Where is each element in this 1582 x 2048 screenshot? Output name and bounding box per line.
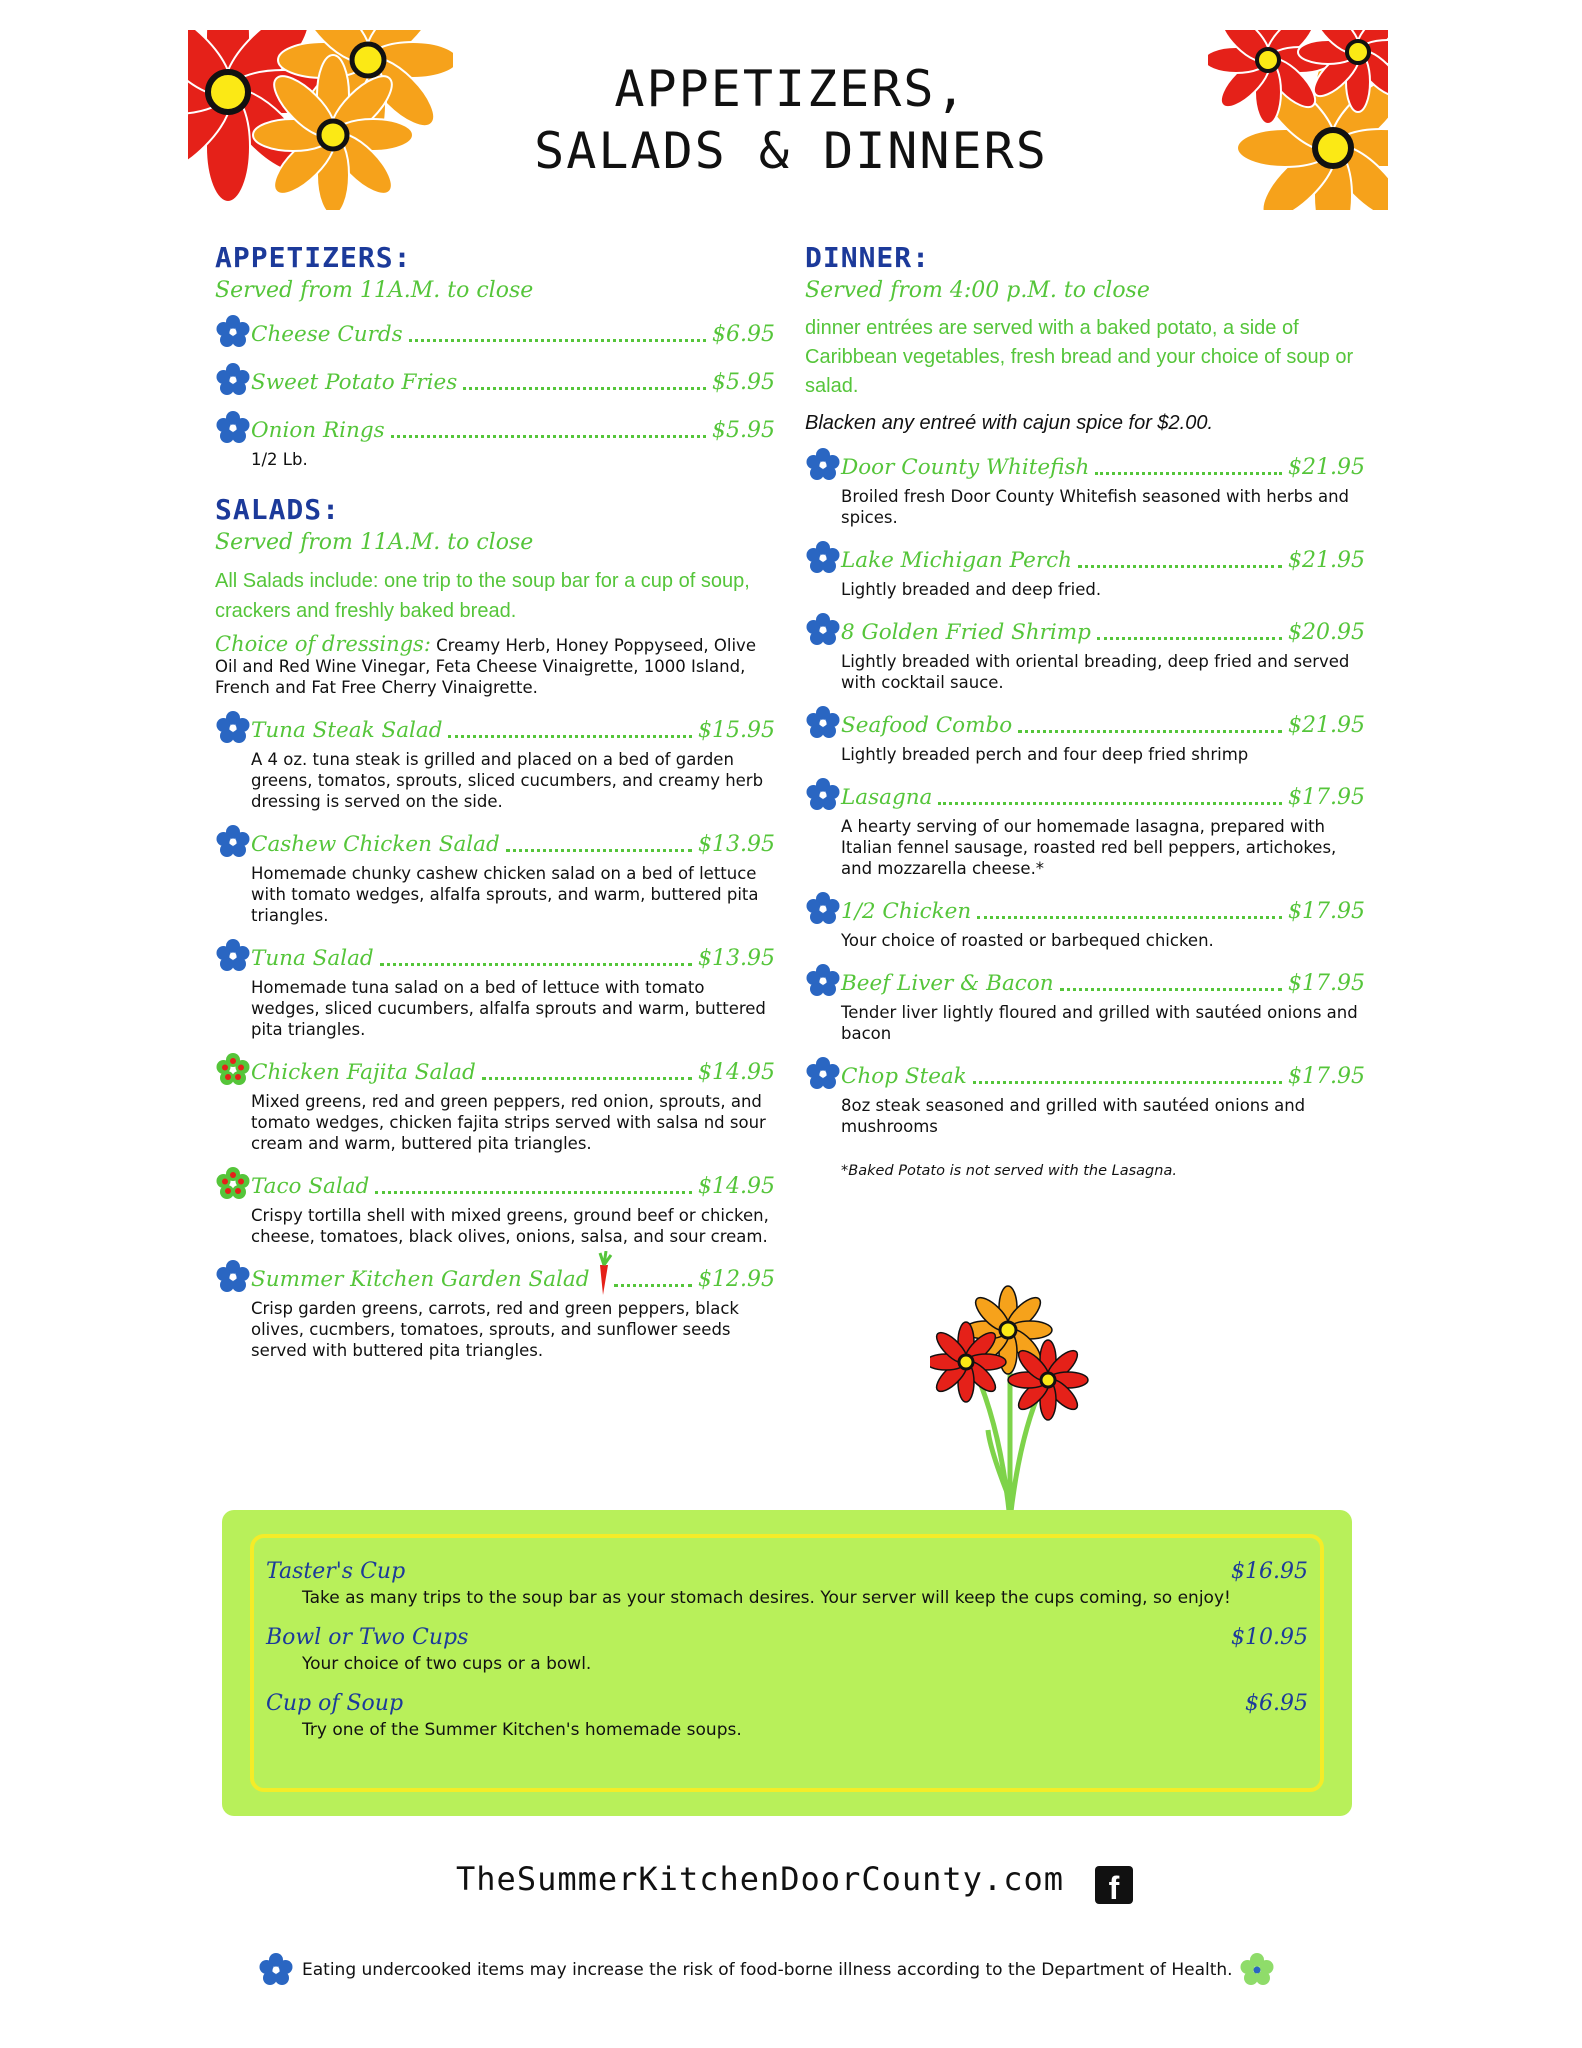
appetizers-heading: APPETIZERS: [215, 241, 412, 274]
item-price: $5.95 [712, 370, 775, 395]
menu-item [805, 447, 1365, 528]
blue-flower-icon [805, 963, 841, 999]
item-description: Broiled fresh Door County Whitefish seasoned with herbs and spices. [841, 487, 1350, 527]
item-price: $14.95 [698, 1060, 775, 1085]
menu-item [215, 938, 775, 1040]
item-price: $21.95 [1288, 548, 1365, 573]
blue-flower-icon [805, 447, 841, 483]
leader-dots [1097, 637, 1282, 640]
soup-name: Bowl or Two Cups [266, 1625, 469, 1650]
facebook-icon[interactable]: f [1095, 1866, 1133, 1904]
leader-dots [482, 1077, 692, 1080]
item-name: Chicken Fajita Salad [251, 1060, 476, 1085]
item-price: $13.95 [698, 832, 775, 857]
menu-item [215, 314, 775, 350]
leader-dots [938, 802, 1282, 805]
blue-flower-icon [258, 1952, 294, 1988]
blue-flower-icon [805, 705, 841, 741]
salads-heading: SALADS: [215, 493, 341, 526]
blue-flower-icon [805, 891, 841, 927]
item-description: Lightly breaded with oriental breading, deep fried and served with cocktail sauce. [841, 652, 1350, 692]
blue-flower-icon [215, 314, 251, 350]
soup-price: $16.95 [1231, 1559, 1308, 1584]
soup-description: Your choice of two cups or a bowl. [302, 1654, 592, 1674]
menu-item [805, 777, 1365, 879]
item-name: Onion Rings [251, 418, 385, 443]
item-price: $15.95 [698, 718, 775, 743]
dressings-list: Creamy Herb, Honey Poppyseed, Olive Oil and Red Wine Vinegar, Feta Cheese Vinaigrette, 1000 Island, French and Fat Free Cherry Vinaigrette. [215, 636, 756, 697]
item-name: 1/2 Chicken [841, 899, 972, 924]
dressings-label: Choice of dressings: [215, 632, 431, 656]
corner-flowers-left-icon [188, 30, 453, 210]
menu-item [805, 705, 1365, 765]
soup-item [266, 1690, 1308, 1742]
item-price: $14.95 [698, 1174, 775, 1199]
corner-flowers-right-icon [1208, 30, 1388, 210]
leader-dots [977, 916, 1282, 919]
item-price: $6.95 [712, 322, 775, 347]
dinner-heading: DINNER: [805, 241, 931, 274]
leader-dots [614, 1284, 693, 1287]
item-price: $21.95 [1288, 713, 1365, 738]
menu-item [805, 963, 1365, 1044]
item-name: Chop Steak [841, 1064, 967, 1089]
right-column [805, 240, 1365, 1179]
dressings-info [215, 634, 775, 698]
website-link[interactable]: TheSummerKitchenDoorCounty.com [456, 1860, 1064, 1898]
soup-price: $10.95 [1231, 1625, 1308, 1650]
soup-description: Take as many trips to the soup bar as your stomach desires. Your server will keep the cups coming, so enjoy! [302, 1588, 1231, 1608]
green-flower-icon [1239, 1952, 1275, 1988]
leader-dots [391, 435, 706, 438]
item-price: $17.95 [1288, 1064, 1365, 1089]
soup-name: Taster's Cup [266, 1559, 406, 1584]
appetizers-served: Served from 11A.M. to close [215, 278, 534, 303]
item-description: Lightly breaded perch and four deep fried shrimp [841, 745, 1249, 764]
bouquet-icon [930, 1280, 1090, 1520]
menu-item [215, 1166, 775, 1247]
item-description: Tender liver lightly floured and grilled with sautéed onions and bacon [841, 1003, 1358, 1043]
leader-dots [409, 339, 706, 342]
salads-note: All Salads include: one trip to the soup bar for a cup of soup, crackers and freshly baked bread. [215, 570, 750, 622]
dinner-note: dinner entrées are served with a baked potato, a side of Caribbean vegetables, fresh bread and your choice of soup or salad. [805, 317, 1354, 397]
item-description: Lightly breaded and deep fried. [841, 580, 1102, 599]
leader-dots [506, 849, 692, 852]
soup-name: Cup of Soup [266, 1691, 404, 1716]
item-name: Cashew Chicken Salad [251, 832, 500, 857]
soup-box-inner [250, 1534, 1324, 1792]
menu-item [805, 540, 1365, 600]
blue-flower-icon [215, 938, 251, 974]
item-name: Tuna Steak Salad [251, 718, 443, 743]
page-title-line1: APPETIZERS, [614, 60, 968, 118]
soup-description: Try one of the Summer Kitchen's homemade soups. [302, 1720, 742, 1740]
item-description: Crisp garden greens, carrots, red and green peppers, black olives, cucmbers, tomatoes, sprouts, and sunflower seeds served with buttered pita triangles. [251, 1299, 739, 1360]
leader-dots [463, 387, 706, 390]
item-name: Beef Liver & Bacon [841, 971, 1054, 996]
leader-dots [448, 735, 692, 738]
blue-flower-icon [805, 777, 841, 813]
blue-flower-icon [215, 710, 251, 746]
item-price: $21.95 [1288, 455, 1365, 480]
item-price: $20.95 [1288, 620, 1365, 645]
item-description: Homemade tuna salad on a bed of lettuce with tomato wedges, sliced cucumbers, alfalfa sprouts and warm, buttered pita triangles. [251, 978, 766, 1039]
item-name: Door County Whitefish [841, 455, 1090, 480]
item-price: $17.95 [1288, 899, 1365, 924]
menu-item [215, 410, 775, 470]
blue-flower-icon [215, 362, 251, 398]
item-description: Homemade chunky cashew chicken salad on a bed of lettuce with tomato wedges, alfalfa sprouts, and warm, buttered pita triangles. [251, 864, 759, 925]
menu-item [805, 891, 1365, 951]
item-price: $5.95 [712, 418, 775, 443]
soup-item [266, 1558, 1308, 1610]
red-green-flower-icon [215, 1052, 251, 1088]
item-name: Lasagna [841, 785, 933, 810]
item-name: Cheese Curds [251, 322, 403, 347]
menu-item [805, 1056, 1365, 1137]
item-price: $12.95 [698, 1267, 775, 1292]
disclaimer-text: Eating undercooked items may increase the risk of food-borne illness according to the Department of Health. [302, 1960, 1233, 1980]
leader-dots [375, 1191, 692, 1194]
menu-item [215, 824, 775, 926]
leader-dots [1060, 988, 1282, 991]
item-name: Tuna Salad [251, 946, 374, 971]
leader-dots [380, 963, 692, 966]
menu-item [215, 1052, 775, 1154]
blue-flower-icon [215, 410, 251, 446]
blue-flower-icon [805, 612, 841, 648]
page-title-line2: SALADS & DINNERS [534, 122, 1048, 180]
leader-dots [1095, 472, 1282, 475]
salads-served: Served from 11A.M. to close [215, 530, 534, 555]
item-price: $17.95 [1288, 785, 1365, 810]
red-green-flower-icon [215, 1166, 251, 1202]
menu-item [805, 612, 1365, 693]
leader-dots [973, 1081, 1282, 1084]
item-name: Seafood Combo [841, 713, 1013, 738]
carrot-icon [592, 1251, 614, 1295]
blue-flower-icon [215, 1259, 251, 1295]
leader-dots [1078, 565, 1282, 568]
item-description: Mixed greens, red and green peppers, red onion, sprouts, and tomato wedges, chicken fajita strips served with salsa nd sour cream and warm, buttered pita triangles. [251, 1092, 766, 1153]
menu-item [215, 1259, 775, 1361]
item-description: 1/2 Lb. [251, 450, 308, 469]
soup-item [266, 1624, 1308, 1676]
item-name: Summer Kitchen Garden Salad [251, 1267, 590, 1292]
item-description: 8oz steak seasoned and grilled with sautéed onions and mushrooms [841, 1096, 1306, 1136]
lasagna-footnote: *Baked Potato is not served with the Lasagna. [841, 1163, 1177, 1179]
soup-price: $6.95 [1245, 1691, 1308, 1716]
item-description: Your choice of roasted or barbequed chicken. [841, 931, 1214, 950]
health-disclaimer [258, 1952, 1318, 1988]
item-description: Crispy tortilla shell with mixed greens, ground beef or chicken, cheese, tomatoes, black olives, onions, salsa, and sour cream. [251, 1206, 769, 1246]
left-column [215, 240, 775, 1373]
item-description: A 4 oz. tuna steak is grilled and placed on a bed of garden greens, tomatos, sprouts, sliced cucumbers, and creamy herb dressing is served on the side. [251, 750, 764, 811]
blue-flower-icon [215, 824, 251, 860]
item-name: Lake Michigan Perch [841, 548, 1072, 573]
item-description: A hearty serving of our homemade lasagna, prepared with Italian fennel sausage, roasted red bell peppers, artichokes, and mozzarella cheese.* [841, 817, 1337, 878]
blacken-note: Blacken any entreé with cajun spice for $2.00. [805, 412, 1214, 434]
item-price: $13.95 [698, 946, 775, 971]
menu-item [215, 362, 775, 398]
leader-dots [1018, 730, 1282, 733]
item-name: 8 Golden Fried Shrimp [841, 620, 1091, 645]
blue-flower-icon [805, 1056, 841, 1092]
item-name: Sweet Potato Fries [251, 370, 458, 395]
page-title [450, 58, 1132, 182]
blue-flower-icon [805, 540, 841, 576]
dinner-served: Served from 4:00 p.M. to close [805, 278, 1150, 303]
item-name: Taco Salad [251, 1174, 370, 1199]
soup-box [222, 1510, 1352, 1816]
item-price: $17.95 [1288, 971, 1365, 996]
menu-item [215, 710, 775, 812]
